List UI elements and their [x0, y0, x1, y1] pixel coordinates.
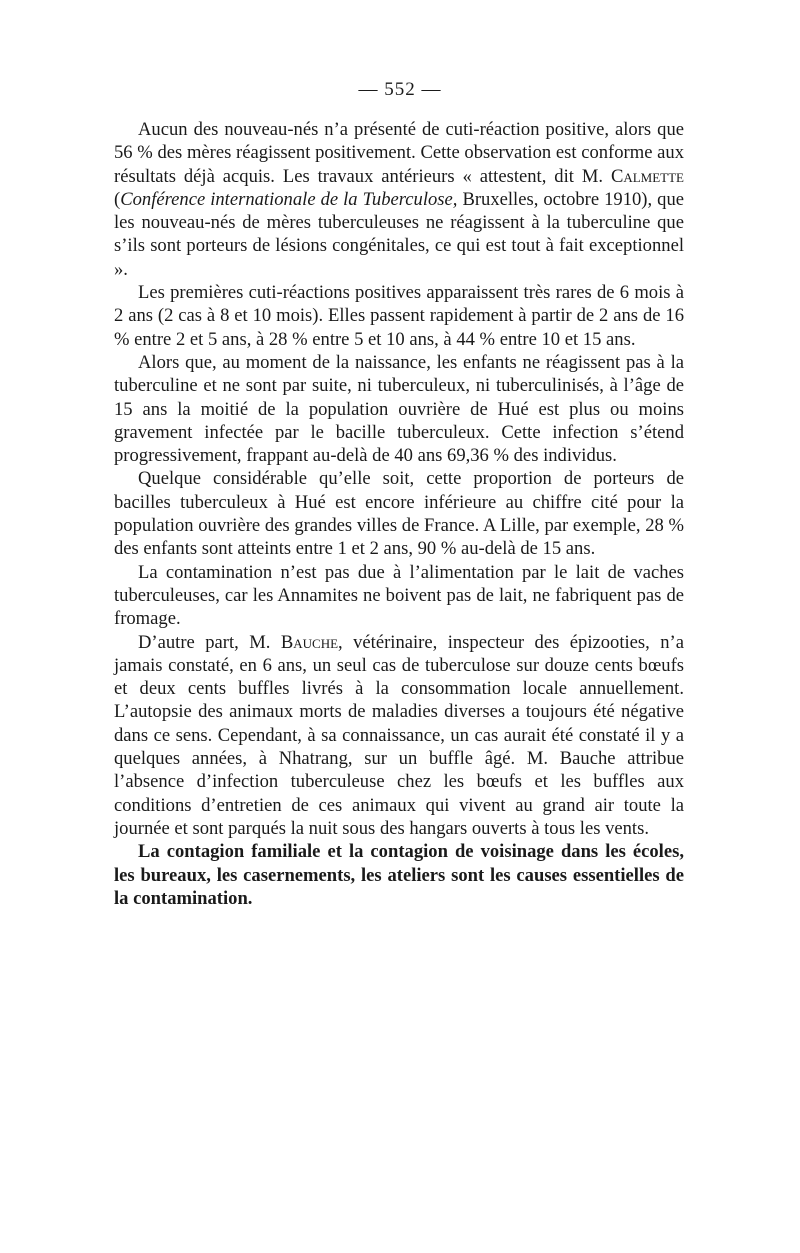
paragraph-1-text-b: ( [114, 188, 121, 210]
paragraph-7: La contagion familiale et la contagion de voisinage dans les écoles, les bureaux, les casernements, les ateliers sont les causes essentielles de la contamination. [114, 841, 684, 909]
paragraph-4: Quelque considérable qu’elle soit, cette proportion de porteurs de bacilles tuberculeux à Hué est encore inférieure au chiffre cité pour la population ouvrière des grandes villes de France. A Lille, par exemple, 28 % des enfants sont atteints entre 1 et 2 ans, 90 % au-delà de 15 ans. [114, 468, 684, 560]
paragraph-6-text-a: D’autre part, M. [138, 631, 281, 653]
paragraph-6 [114, 631, 684, 841]
author-name-calmette: Calmette [610, 165, 684, 187]
paragraph-1-text-c: Bruxelles, octobre 1910), que les nouveau-nés de mères tuberculeuses ne réagissent à la tuberculine que s’ils sont porteurs de lésions congénitales, ce qui est tout à fait exceptionnel ». [114, 188, 684, 280]
paragraph-6-text-b: , vétérinaire, inspecteur des épizooties, n’a jamais constaté, en 6 ans, un seul cas de tuberculose sur douze cents bœufs et deux cents buffles livrés à la consommation locale annuellement. L’autopsie des animaux morts de maladies diverses a toujours été négative dans ce sens. Cependant, à sa connaissance, un cas aurait été constaté il y a quelques années, à Nhatrang, sur un buffle âgé. M. Bauche attribue l’absence d’infection tuberculeuse chez les bœufs et les buffles aux conditions d’entretien de ces animaux qui vivent au grand air toute la journée et sont parqués la nuit sous des hangars ouverts à tous les vents. [114, 631, 684, 839]
paragraph-3: Alors que, au moment de la naissance, les enfants ne réagissent pas à la tuberculine et ne sont par suite, ni tuberculeux, ni tuberculinisés, à l’âge de 15 ans la moitié de la population ouvrière de Hué est plus ou moins gravement infectée par le bacille tuberculeux. Cette infection s’étend progressivement, frappant au-delà de 40 ans 69,36 % des individus. [114, 351, 684, 467]
paragraph-1-text-a: Aucun des nouveau-nés n’a présenté de cuti-réaction positive, alors que 56 % des mères réagissent positivement. Cette observation est conforme aux résultats déjà acquis. Les travaux antérieurs « attestent, dit M. [114, 119, 684, 187]
paragraph-2: Les premières cuti-réactions positives apparaissent très rares de 6 mois à 2 ans (2 cas à 8 et 10 mois). Elles passent rapidement à partir de 2 ans de 16 % entre 2 et 5 ans, à 28 % entre 5 et 10 ans, à 44 % entre 10 et 15 ans. [114, 282, 684, 350]
citation-title: Conférence internationale de la Tuberculose, [120, 188, 458, 210]
paragraph-5: La contamination n’est pas due à l’alimentation par le lait de vaches tuberculeuses, car les Annamites ne boivent pas de lait, ne fabriquent pas de fromage. [114, 561, 684, 630]
paragraph-1 [114, 118, 684, 281]
author-name-bauche: Bauche [280, 631, 339, 653]
body-text [114, 118, 684, 910]
page-number: — 552 — [358, 79, 442, 100]
